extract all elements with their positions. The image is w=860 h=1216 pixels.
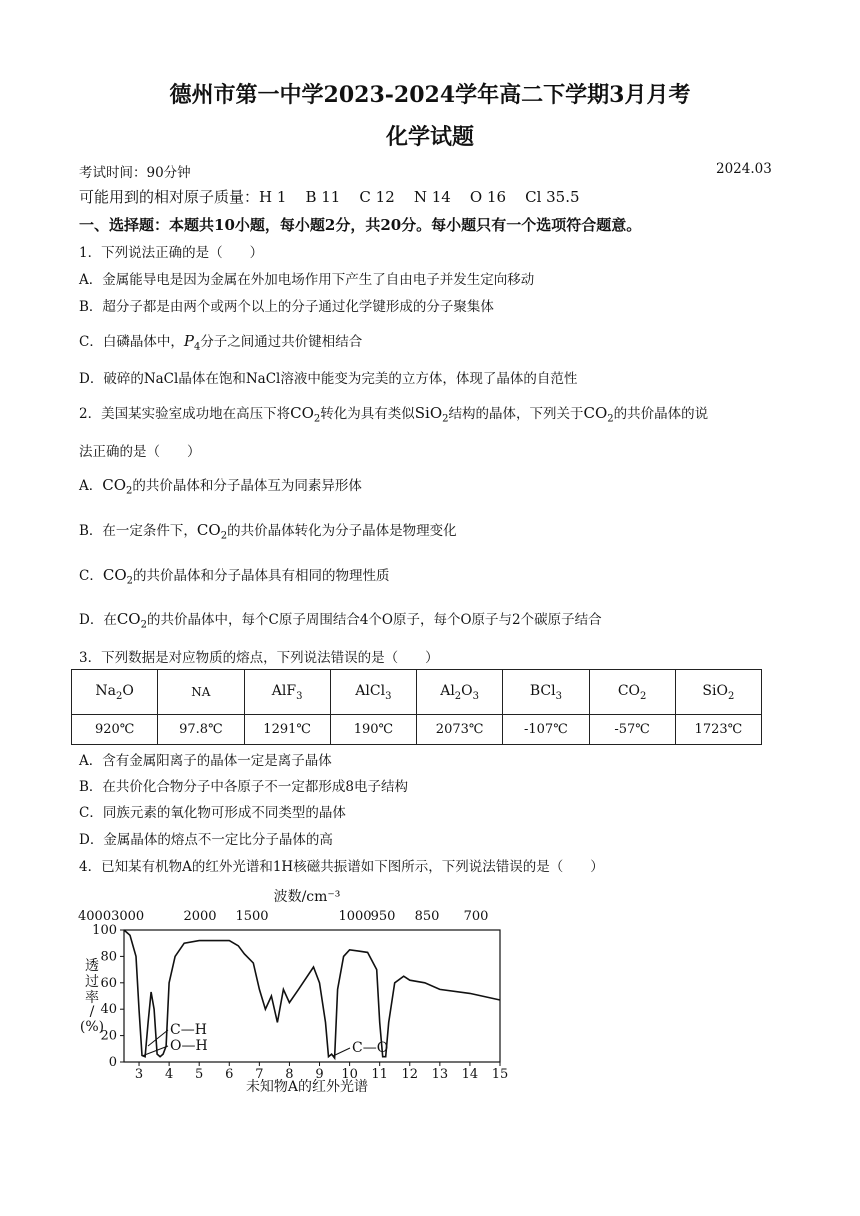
- section-heading: 一、选择题：本题共10小题，每小题2分，共20分。每小题只有一个选项符合题意。: [79, 216, 642, 234]
- sub2: 2: [140, 619, 147, 631]
- annotation-oh: O—H: [170, 1038, 208, 1054]
- q1-option-d: D．破碎的NaCl晶体在饱和NaCl溶液中能变为完美的立方体，体现了晶体的自范性: [79, 371, 578, 387]
- table-header-cell: AlCl$_3$: [330, 670, 416, 715]
- q1-option-a: A．金属能导电是因为金属在外加电场作用下产生了自由电子并发生定向移动: [79, 272, 535, 288]
- table-header-cell: NA: [158, 670, 244, 715]
- y-tick-label: 40: [100, 1002, 117, 1018]
- table-header-cell: $Al_2O_3$: [417, 670, 503, 715]
- table-cell: 1291℃: [244, 715, 330, 745]
- sub2: 2: [220, 530, 228, 542]
- x-tick-label: 7: [255, 1067, 264, 1082]
- co2-formula: CO: [583, 404, 608, 422]
- x-tick-label: 15: [491, 1067, 509, 1082]
- annotation-co: C—O: [352, 1040, 389, 1056]
- table-cell: -57℃: [589, 715, 675, 745]
- co2-formula: CO: [102, 476, 127, 494]
- table-cell: 1723℃: [675, 715, 761, 745]
- y-tick-label: 100: [92, 923, 117, 938]
- sub2: 2: [126, 575, 133, 587]
- x-tick-label: 6: [225, 1067, 234, 1082]
- chart-title: 波数/cm⁻³: [273, 889, 341, 905]
- atomic-masses: 可能用到的相对原子质量：H 1 B 11 C 12 N 14 O 16 Cl 35.5: [79, 188, 580, 206]
- co2-formula: CO: [116, 610, 141, 628]
- x-tick-label: 5: [195, 1067, 204, 1082]
- y-tick-label: 60: [100, 975, 117, 991]
- x-top-tick-label: 1000: [338, 909, 372, 924]
- y-tick-label: 0: [108, 1055, 117, 1070]
- x-top-tick-label: 2000: [183, 909, 217, 924]
- sub2: 2: [126, 485, 133, 497]
- q2-stem-b: 转化为具有类似: [320, 406, 415, 422]
- q2-stem-d: 的共价晶体的说: [613, 406, 709, 422]
- q1-option-b: B．超分子都是由两个或两个以上的分子通过化学键形成的分子聚集体: [79, 299, 494, 315]
- y-axis-label: /: [89, 1004, 95, 1020]
- table-cell: -107℃: [503, 715, 589, 745]
- co2-formula: CO: [196, 521, 221, 539]
- q2-option-b: [79, 519, 457, 542]
- table-header-cell: $CO_2$: [589, 670, 675, 715]
- x-top-tick-label: 950: [370, 909, 396, 924]
- q3-option-a: A．含有金属阳离子的晶体一定是离子晶体: [79, 753, 332, 769]
- table-header-cell: $Na_2O$: [72, 670, 158, 715]
- q2-a-text: 的共价晶体和分子晶体互为同素异形体: [132, 478, 362, 494]
- q2-b-label: B．在一定条件下，: [79, 523, 197, 539]
- y-axis-label: 透: [85, 958, 99, 974]
- q2-d-label: D．在: [79, 612, 117, 628]
- q2-stem-a: 2．美国某实验室成功地在高压下将: [79, 406, 291, 422]
- x-tick-label: 4: [164, 1067, 174, 1082]
- x-top-tick-label: 850: [414, 909, 440, 924]
- q2-option-a: [79, 474, 362, 497]
- table-cell: 920℃: [72, 715, 158, 745]
- x-tick-label: 10: [341, 1067, 358, 1082]
- table-cell: 190℃: [330, 715, 416, 745]
- ir-spectrum-chart: [70, 884, 520, 1098]
- q2-option-d: [79, 608, 602, 631]
- sio2-formula: SiO: [414, 404, 443, 422]
- q3-option-d: D．金属晶体的熔点不一定比分子晶体的高: [79, 832, 333, 848]
- q2-stem: [79, 402, 708, 425]
- y-tick-label: 80: [100, 949, 117, 965]
- table-header-cell: SiO$_2$: [675, 670, 761, 715]
- y-tick-label: 20: [100, 1028, 117, 1044]
- q2-stem-c: 结构的晶体，下列关于: [448, 406, 584, 422]
- q3-option-b: B．在共价化合物分子中各原子不一定都形成8电子结构: [79, 779, 409, 795]
- x-tick-label: 12: [401, 1067, 419, 1082]
- y-axis-label: 过: [85, 974, 99, 990]
- x-tick-label: 13: [431, 1067, 449, 1082]
- q4-stem: 4．已知某有机物A的红外光谱和1H核磁共振谱如下图所示，下列说法错误的是（ ）: [79, 859, 604, 875]
- x-tick-label: 14: [461, 1067, 479, 1082]
- table-header-row: [72, 670, 762, 715]
- q2-c-label: C．: [79, 568, 103, 584]
- y-axis-label: (%): [79, 1019, 105, 1035]
- x-tick-label: 8: [285, 1067, 294, 1082]
- table-header-cell: BCl$_3$: [503, 670, 589, 715]
- sub2: 2: [607, 413, 614, 425]
- q3-option-c: C．同族元素的氧化物可形成不同类型的晶体: [79, 805, 346, 821]
- x-tick-label: 9: [315, 1067, 324, 1082]
- y-axis-label: 率: [85, 990, 99, 1006]
- q2-option-c: [79, 564, 390, 587]
- q2-b-text: 的共价晶体转化为分子晶体是物理变化: [227, 523, 457, 539]
- co2-formula: CO: [102, 566, 127, 584]
- q1-c-pre: C．白磷晶体中，: [79, 334, 184, 350]
- table-row: [72, 715, 762, 745]
- table-cell: 97.8℃: [158, 715, 244, 745]
- co2-formula: CO: [290, 404, 314, 422]
- annotation-leader: [148, 1030, 168, 1046]
- melting-point-table: [71, 669, 762, 745]
- page-subtitle: 化学试题: [385, 124, 474, 150]
- sub2: 2: [313, 413, 321, 425]
- table-cell: 2073℃: [417, 715, 503, 745]
- q2-c-text: 的共价晶体和分子晶体具有相同的物理性质: [133, 568, 390, 584]
- q1-stem: 1．下列说法正确的是（ ）: [79, 245, 264, 261]
- x-top-tick-label: 1500: [235, 909, 269, 924]
- page-title: 德州市第一中学2023-2024学年高二下学期3月月考: [169, 82, 691, 108]
- q1-c-post: 分子之间通过共价键相结合: [200, 334, 363, 350]
- x-top-tick-label: 700: [463, 909, 489, 924]
- x-top-tick-label: 40003000: [78, 909, 145, 924]
- q2-d-text: 的共价晶体中，每个C原子周围结合4个O原子，每个O原子与2个碳原子结合: [146, 612, 602, 628]
- exam-date: 2024.03: [716, 161, 772, 177]
- q1-c-formula: P: [183, 332, 194, 350]
- exam-time: 考试时间：90分钟: [79, 165, 191, 181]
- table-header-cell: AlF$_3$: [244, 670, 330, 715]
- q1-option-c: [79, 330, 362, 353]
- q2-a-label: A．: [79, 478, 103, 494]
- q3-stem: 3．下列数据是对应物质的熔点，下列说法错误的是（ ）: [79, 650, 439, 666]
- sub2: 2: [442, 413, 449, 425]
- x-axis-label: 未知物A的红外光谱: [245, 1079, 369, 1095]
- annotation-ch: C—H: [170, 1022, 207, 1038]
- x-tick-label: 3: [134, 1067, 144, 1082]
- q1-c-sub: 4: [193, 341, 201, 353]
- q2-stem-line2: 法正确的是（ ）: [79, 444, 201, 460]
- x-tick-label: 11: [371, 1067, 388, 1082]
